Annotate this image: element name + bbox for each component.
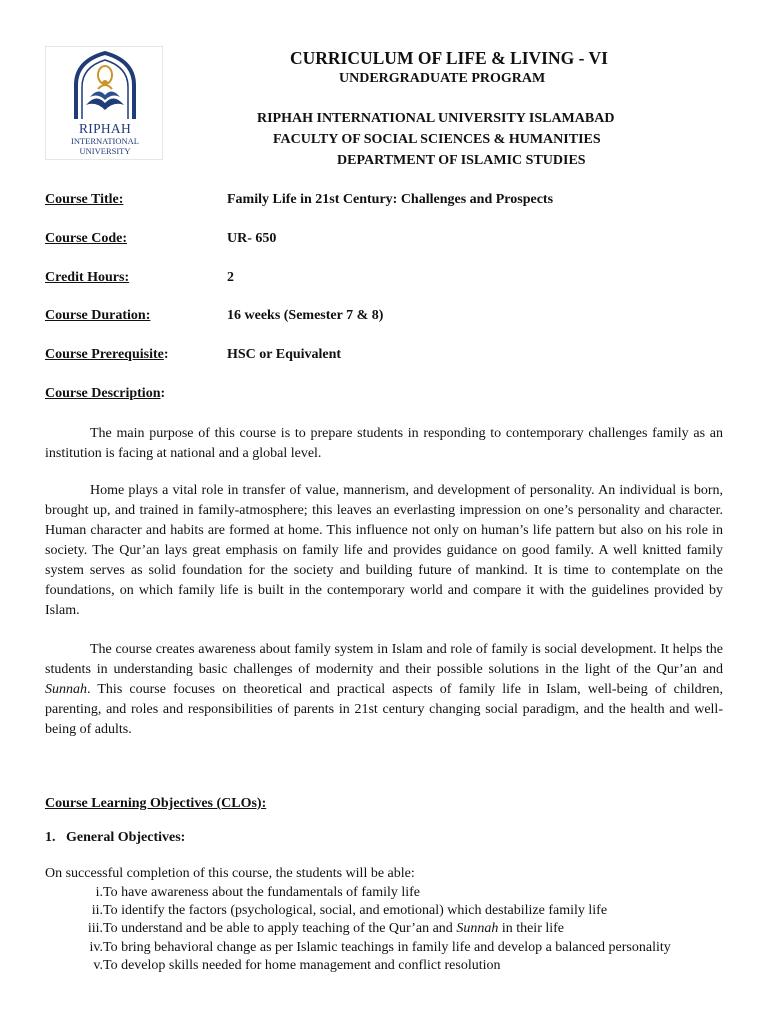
course-code-value: UR- 650 <box>227 231 277 246</box>
course-prerequisite-value: HSC or Equivalent <box>227 347 342 362</box>
list-item-italic: Sunnah <box>456 921 499 937</box>
course-duration-label: Course Duration: <box>45 308 151 323</box>
university-logo <box>45 46 163 160</box>
list-item-number: v. <box>93 957 103 973</box>
list-item-text: To have awareness about the fundamentals of family life <box>103 885 421 900</box>
description-paragraph-3-part2: . This course focuses on theoretical and practical aspects of family life in Islam, well-being of children, parenting, and roles and responsibilities of parents in 21st century changing social paradigm, and the health and well-being of adults. <box>45 682 723 737</box>
department-name: DEPARTMENT OF ISLAMIC STUDIES <box>337 153 586 168</box>
list-item <box>45 957 745 975</box>
description-paragraph-2: Home plays a vital role in transfer of value, mannerism, and development of personality. An individual is born, brought up, and trained in family-atmosphere; this leaves an everlasting impression on one’s personality and character. Human character and habits are formed at home. This influence not only on human’s life pattern but also on his role in society. The Qur’an lays great emphasis on family life and provides guidance on good family. A well knitted family system serves as solid foundation for the society and building future of mankind. It is time to contemplate on the foundations, on which family life is built in the contemporary world and compare it with the guidelines provided by Islam. <box>45 483 723 618</box>
course-description-heading <box>45 386 165 402</box>
logo-subtitle-line2: UNIVERSITY <box>79 146 131 156</box>
list-item <box>45 902 745 920</box>
list-item-text: To develop skills needed for home management and conflict resolution <box>103 957 501 973</box>
course-description-colon: : <box>160 386 166 401</box>
university-name: RIPHAH INTERNATIONAL UNIVERSITY ISLAMABAD <box>257 111 615 126</box>
objectives-intro: On successful completion of this course, the students will be able: <box>45 866 415 881</box>
logo-name: RIPHAH <box>78 121 132 136</box>
list-item-text-group <box>103 920 564 938</box>
description-paragraph-3 <box>45 640 723 740</box>
program-name: UNDERGRADUATE PROGRAM <box>339 71 546 86</box>
logo-subtitle-line1: INTERNATIONAL <box>71 136 139 146</box>
list-item-number: i. <box>95 885 103 900</box>
description-paragraph-3-part1: The course creates awareness about family system in Islam and role of family is social development. It helps the students in understanding basic challenges of modernity and their possible solutions in the light of the Qur’an and <box>45 642 723 677</box>
list-item-text-after: in their life <box>498 921 565 937</box>
clo-heading: Course Learning Objectives (CLOs): <box>45 796 267 811</box>
description-paragraph-3-italic: Sunnah <box>45 682 87 697</box>
curriculum-title: CURRICULUM OF LIFE & LIVING - VI <box>290 48 608 68</box>
course-code-label: Course Code: <box>45 231 128 246</box>
faculty-name: FACULTY OF SOCIAL SCIENCES & HUMANITIES <box>273 132 601 147</box>
description-paragraph-1: The main purpose of this course is to prepare students in responding to contemporary challenges family as an institution is facing at national and a global level. <box>45 426 723 461</box>
objectives-list <box>45 884 745 975</box>
list-item-text: To understand and be able to apply teaching of the Qur’an and <box>103 921 457 937</box>
credit-hours-label: Credit Hours: <box>45 270 130 285</box>
list-item <box>45 884 745 902</box>
general-objectives-heading: 1. General Objectives: <box>45 830 186 845</box>
list-item-text: To bring behavioral change as per Islamic teachings in family life and develop a balanced personality <box>103 939 671 955</box>
list-item-number: iii. <box>87 921 103 937</box>
course-prerequisite-label-text: Course Prerequisite <box>45 347 164 362</box>
course-title-value: Family Life in 21st Century: Challenges and Prospects <box>227 192 554 207</box>
course-prerequisite-colon: : <box>163 347 169 362</box>
list-item <box>45 920 745 938</box>
course-title-label: Course Title: <box>45 192 124 207</box>
credit-hours-value: 2 <box>227 270 234 285</box>
list-item-number: ii. <box>91 903 103 919</box>
course-description-heading-text: Course Description <box>45 386 161 401</box>
list-item <box>45 939 745 957</box>
list-item-text: To identify the factors (psychological, social, and emotional) which destabilize family life <box>103 903 608 919</box>
course-prerequisite-label <box>45 347 169 363</box>
list-item-number: iv. <box>89 939 103 955</box>
course-duration-value: 16 weeks (Semester 7 & 8) <box>227 308 384 323</box>
